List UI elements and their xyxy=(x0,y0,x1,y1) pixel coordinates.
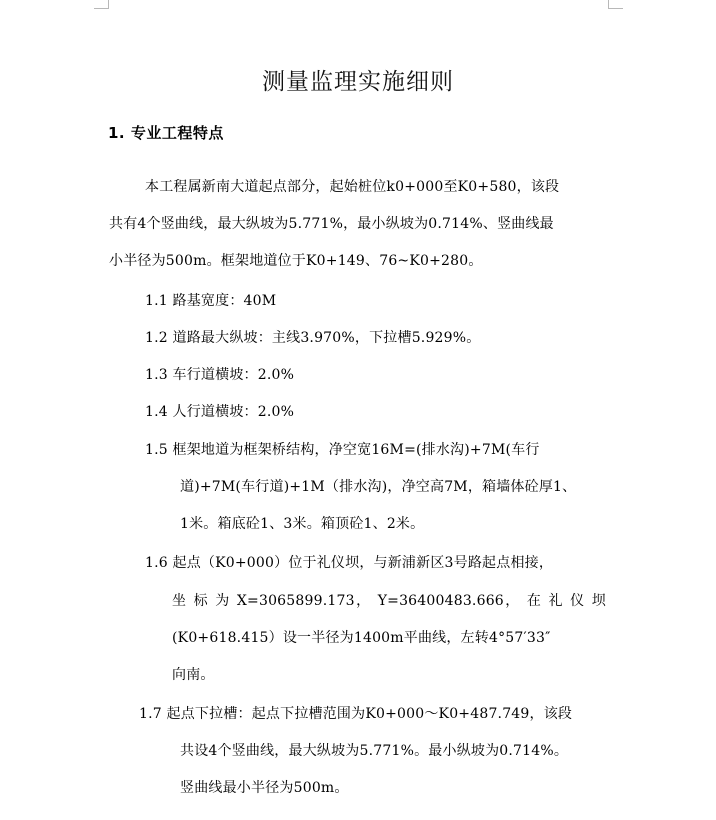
item-1-6-line-3: (K0+618.415）设一半径为1400m平曲线，左转4°57′33″ xyxy=(172,630,551,646)
item-1-7-line-2: 共设4个竖曲线，最大纵坡为5.771%。最小纵坡为0.714%。 xyxy=(180,743,569,759)
intro-line-2: 共有4个竖曲线，最大纵坡为5.771%，最小纵坡为0.714%、竖曲线最 xyxy=(109,216,554,232)
item-1-6-line-1: 1.6 起点（K0+000）位于礼仪坝，与新浦新区3号路起点相接， xyxy=(145,555,554,571)
document-title: 测量监理实施细则 xyxy=(262,69,454,95)
item-1-5-line-1: 1.5 框架地道为框架桥结构，净空宽16M=(排水沟)+7M(车行 xyxy=(145,442,540,458)
item-1-1: 1.1 路基宽度：40M xyxy=(145,293,277,309)
item-1-5-line-2: 道)+7M(车行道)+1M（排水沟)，净空高7M，箱墙体砼厚1、 xyxy=(180,479,577,495)
item-1-7-line-1: 1.7 起点下拉槽：起点下拉槽范围为K0+000～K0+487.749，该段 xyxy=(139,706,573,722)
item-1-5-line-3: 1米。箱底砼1、3米。箱顶砼1、2米。 xyxy=(180,516,425,532)
item-1-7-line-3: 竖曲线最小半径为500m。 xyxy=(180,780,349,796)
page-corner-mark-left xyxy=(94,0,109,9)
intro-line-3: 小半径为500m。框架地道位于K0+149、76~K0+280。 xyxy=(109,253,483,269)
item-1-6-line-4: 向南。 xyxy=(172,667,215,683)
section-heading: 1. 专业工程特点 xyxy=(108,124,224,142)
item-1-3: 1.3 车行道横坡：2.0% xyxy=(145,367,295,383)
item-1-2: 1.2 道路最大纵坡：主线3.970%，下拉槽5.929%。 xyxy=(145,330,481,346)
item-1-4: 1.4 人行道横坡：2.0% xyxy=(145,404,295,420)
intro-line-1: 本工程属新南大道起点部分，起始桩位k0+000至K0+580，该段 xyxy=(145,179,560,195)
page-corner-mark-right xyxy=(608,0,623,9)
item-1-6-line-2: 坐 标 为 X=3065899.173， Y=36400483.666， 在 礼 仪 坝 xyxy=(172,593,606,609)
